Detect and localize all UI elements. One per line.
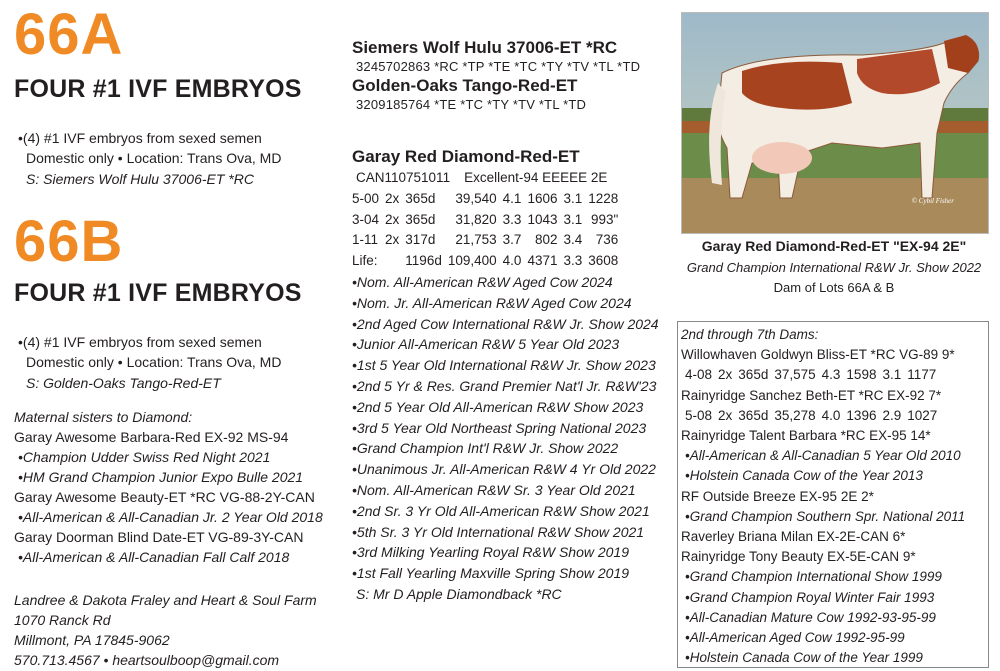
lot-66a-sire: S: Siemers Wolf Hulu 37006-ET *RC (26, 171, 254, 187)
rec-milkings (385, 251, 405, 272)
sister-note: •All-American & All-Canadian Jr. 2 Year Old 2018 (18, 509, 323, 525)
award: •1st 5 Year Old International R&W Jr. Show 2023 (352, 357, 656, 374)
rec-milkings: 2x (718, 407, 733, 423)
rec-protein-pct: 2.9 (882, 407, 902, 423)
photo-watermark: © Cybil Fisher (911, 197, 954, 205)
dam-entry-note: •All-American Aged Cow 1992-95-99 (685, 630, 905, 646)
sister-score: VG-89-3Y-CAN (204, 529, 304, 545)
dams-heading: 2nd through 7th Dams: (681, 327, 819, 342)
rec-fat-pct: 4.0 (821, 407, 841, 423)
rec-days: 365d (405, 211, 436, 227)
dam-sire: S: Mr D Apple Diamondback *RC (356, 585, 562, 602)
rec-protein-pct: 3.1 (882, 367, 902, 383)
dam-entry (681, 386, 965, 406)
record-row (352, 189, 624, 210)
award: •2nd 5 Year Old All-American R&W Show 2023 (352, 398, 644, 415)
rec-protein: 3608 (588, 253, 619, 269)
dam-entry-score: VG-89 9* (895, 347, 955, 363)
award: •Nom. All-American R&W Sr. 3 Year Old 2021 (352, 481, 636, 498)
sire-1-code: 3245702863 *RC *TP *TE *TC *TY *TV *TL *TD (356, 59, 641, 74)
maternal-heading: Maternal sisters to Diamond: (14, 409, 193, 425)
rec-protein: 736 (595, 232, 619, 248)
rec-milkings: 2x (385, 232, 400, 248)
rec-protein-pct: 3.1 (563, 211, 583, 227)
award: •3rd Milking Yearling Royal R&W Show 2019 (352, 544, 629, 561)
dam-entry-score: EX-5E-CAN 9* (823, 549, 916, 565)
lot-66b-line1: •(4) #1 IVF embryos from sexed semen (18, 334, 262, 350)
rec-protein: 1228 (588, 190, 619, 206)
dam-entry-record (685, 365, 942, 385)
owner-contact: 570.713.4567 • heartsoulboop@gmail.com (14, 652, 280, 668)
lot-66a-number: 66A (14, 2, 124, 67)
rec-days: 365d (405, 190, 436, 206)
dam-entry-record (685, 406, 943, 426)
award: •2nd Sr. 3 Yr Old All-American R&W Show 2021 (352, 502, 650, 519)
award: •2nd 5 Yr & Res. Grand Premier Nat'l Jr. R&W'23 (352, 377, 657, 394)
rec-milk: 109,400 (447, 253, 497, 269)
sister-score: EX-92 MS-94 (200, 429, 289, 445)
dam-entry-name: Raverley Briana Milan (681, 529, 814, 545)
maternal-sister-3 (14, 527, 323, 547)
rec-milk: 31,820 (455, 211, 497, 227)
sister-score: VG-88-2Y-CAN (215, 489, 315, 505)
award: •2nd Aged Cow International R&W Jr. Show 2024 (352, 315, 659, 332)
dam-entry (681, 426, 965, 446)
sister-name: Garay Awesome Beauty-ET *RC (14, 489, 216, 505)
dam-registration (352, 168, 659, 189)
rec-fat: 1606 (527, 190, 558, 206)
dam-entry-score: EX-95 14* (865, 428, 931, 444)
award: •5th Sr. 3 Yr Old International R&W Show 2021 (352, 523, 645, 540)
rec-protein: 1027 (907, 407, 938, 423)
lot-66b-line2: Domestic only • Location: Trans Ova, MD (26, 354, 282, 370)
owner-street: 1070 Ranck Rd (14, 612, 111, 628)
award: •Junior All-American R&W 5 Year Old 2023 (352, 336, 620, 353)
lot-66b-sire: S: Golden-Oaks Tango-Red-ET (26, 375, 221, 391)
dam-entry (681, 527, 965, 547)
rec-fat: 1396 (846, 407, 877, 423)
photo-caption-dam: Dam of Lots 66A & B (773, 280, 895, 295)
award: •1st Fall Yearling Maxville Spring Show 2019 (352, 565, 630, 582)
lot-66a-line1: •(4) #1 IVF embryos from sexed semen (18, 130, 262, 146)
rec-fat-pct: 3.3 (502, 211, 522, 227)
rec-fat: 1043 (527, 211, 558, 227)
rec-fat-pct: 3.7 (502, 232, 522, 248)
dam-entry-name: Rainyridge Tony Beauty (681, 549, 824, 565)
rec-age: 5-00 (352, 190, 380, 206)
rec-age: 4-08 (685, 367, 713, 383)
record-row (352, 210, 624, 231)
dam-entry-score: EX-2E-CAN 6* (813, 529, 906, 545)
rec-protein-pct: 3.1 (563, 190, 583, 206)
sire-2-name: Golden-Oaks Tango-Red-ET (352, 76, 578, 95)
rec-fat: 802 (534, 232, 558, 248)
rec-fat-pct: 4.0 (502, 253, 522, 269)
record-row (352, 230, 624, 251)
rec-days: 365d (738, 407, 769, 423)
dam-entry-note: •All-Canadian Mature Cow 1992-93-95-99 (685, 609, 936, 625)
sire-block (352, 38, 640, 114)
record-row-life (352, 251, 624, 272)
rec-milk: 35,278 (774, 407, 816, 423)
rec-milk: 37,575 (774, 367, 816, 383)
rec-protein-pct: 3.4 (563, 232, 583, 248)
sister-note: •HM Grand Champion Junior Expo Bulle 2021 (18, 469, 304, 485)
rec-days: 365d (738, 367, 769, 383)
dam-entry (681, 345, 965, 365)
dam-entry-name: Willowhaven Goldwyn Bliss-ET *RC (681, 347, 896, 363)
dam-entry (681, 487, 965, 507)
dam-records (352, 189, 624, 272)
dam-entry-score: EX-95 2E 2* (795, 488, 874, 504)
rec-protein-pct: 3.3 (563, 253, 583, 269)
rec-milk: 39,540 (455, 190, 497, 206)
dam-entry-name: Rainyridge Talent Barbara *RC (681, 428, 866, 444)
maternal-sisters (14, 407, 323, 567)
dam-entry-note: •All-American & All-Canadian 5 Year Old 2010 (685, 448, 961, 464)
lot-66a-headline: FOUR #1 IVF EMBRYOS (14, 75, 302, 103)
dam-entry-note: •Grand Champion Southern Spr. National 2011 (685, 508, 966, 524)
award: •3rd 5 Year Old Northeast Spring National 2023 (352, 419, 647, 436)
owner-block (14, 590, 317, 670)
rec-protein: 993" (590, 211, 619, 227)
dam-entry-name: RF Outside Breeze (681, 488, 796, 504)
rec-days: 317d (405, 232, 436, 248)
rec-fat-pct: 4.1 (502, 190, 522, 206)
award: •Nom. Jr. All-American R&W Aged Cow 2024 (352, 294, 632, 311)
photo-caption-sub: Grand Champion International R&W Jr. Show 2022 (686, 260, 982, 275)
maternal-sister-1 (14, 427, 323, 447)
sire-2-code: 3209185764 *TE *TC *TY *TV *TL *TD (356, 97, 587, 112)
dam-entry (681, 547, 965, 567)
dams-content (681, 325, 965, 668)
award: •Unanimous Jr. All-American R&W 4 Yr Old 2022 (352, 461, 656, 478)
dam-block (352, 147, 659, 605)
rec-days: 1196d (405, 253, 442, 269)
lot-66b-headline: FOUR #1 IVF EMBRYOS (14, 279, 302, 307)
owner-name: Landree & Dakota Fraley and Heart & Soul Farm (14, 592, 317, 608)
dam-entry-name: Rainyridge Sanchez Beth-ET *RC (681, 387, 884, 403)
rec-age: 3-04 (352, 211, 380, 227)
dam-reg: CAN110751011 (356, 170, 451, 185)
award: •Grand Champion Int'l R&W Jr. Show 2022 (352, 440, 619, 457)
rec-milkings: 2x (385, 211, 400, 227)
sire-1-name: Siemers Wolf Hulu 37006-ET *RC (352, 38, 618, 57)
photo-caption-title: Garay Red Diamond-Red-ET "EX-94 2E" (701, 238, 967, 254)
rec-milkings: 2x (385, 190, 400, 206)
dam-entry-note: •Grand Champion International Show 1999 (685, 569, 942, 585)
rec-protein: 1177 (907, 367, 937, 383)
rec-age: 5-08 (685, 407, 713, 423)
rec-fat: 1598 (846, 367, 877, 383)
lot-66b-number: 66B (14, 209, 124, 274)
rec-fat: 4371 (527, 253, 558, 269)
dam-name: Garay Red Diamond-Red-ET (352, 147, 580, 166)
dam-entry-score: EX-92 7* (883, 387, 942, 403)
lot-66a-line2: Domestic only • Location: Trans Ova, MD (26, 150, 282, 166)
rec-milkings: 2x (718, 367, 733, 383)
maternal-sister-2 (14, 487, 323, 507)
sister-note: •Champion Udder Swiss Red Night 2021 (18, 449, 271, 465)
dam-entry-note: •Grand Champion Royal Winter Fair 1993 (685, 589, 935, 605)
award: •Nom. All-American R&W Aged Cow 2024 (352, 273, 613, 290)
rec-age: Life: (352, 253, 378, 269)
cow-photo (681, 12, 989, 234)
sister-name: Garay Doorman Blind Date-ET (14, 529, 205, 545)
dam-classification: Excellent-94 EEEEE 2E (464, 170, 608, 185)
sister-name: Garay Awesome Barbara-Red (14, 429, 201, 445)
rec-milk: 21,753 (455, 232, 497, 248)
owner-city: Millmont, PA 17845-9062 (14, 632, 170, 648)
sister-note: •All-American & All-Canadian Fall Calf 2018 (18, 549, 290, 565)
dam-entry-note: •Holstein Canada Cow of the Year 2013 (685, 468, 923, 484)
dam-entry-note: •Holstein Canada Cow of the Year 1999 (685, 650, 923, 666)
rec-fat-pct: 4.3 (821, 367, 841, 383)
rec-age: 1-11 (352, 232, 379, 248)
